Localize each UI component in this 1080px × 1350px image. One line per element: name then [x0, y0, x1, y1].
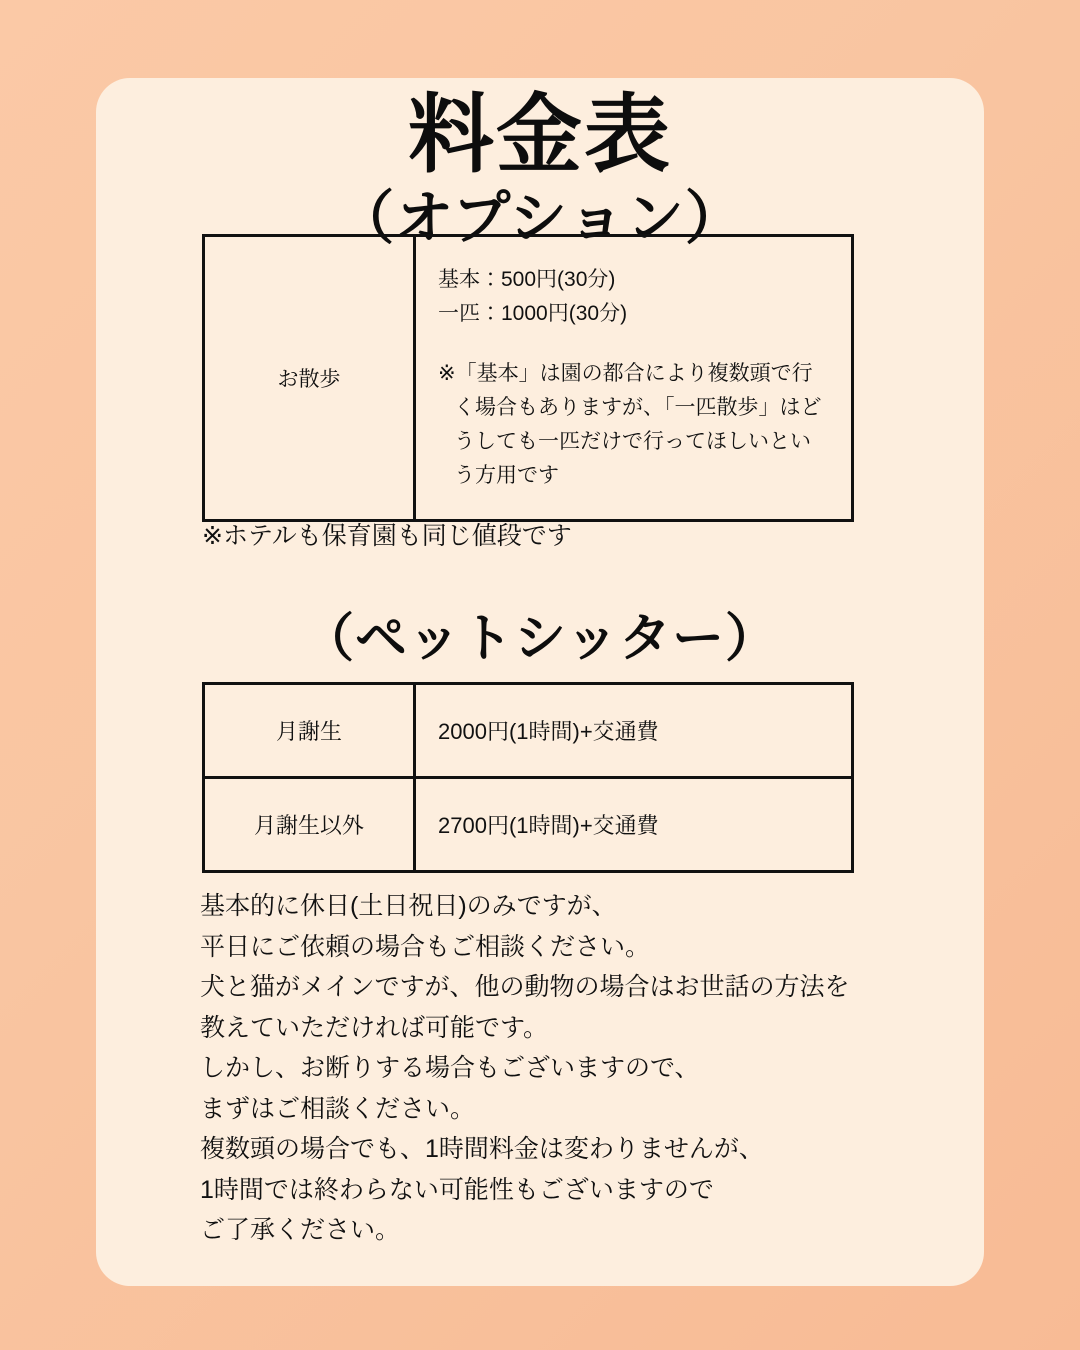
sitter-section-heading: （ペットシッター）: [302, 610, 778, 668]
table-row: [204, 778, 853, 872]
price-card: [96, 78, 984, 1286]
sitter-row-label-monthly: 月謝生: [204, 684, 415, 778]
footer-line-8: 1時間では終わらない可能性もございますので: [200, 1175, 714, 1204]
option-price-single: 一匹：1000円(30分): [438, 302, 628, 326]
footer-line-3: 犬と猫がメインですが、他の動物の場合はお世話の方法を: [200, 973, 850, 1001]
option-note-line-2: く場合もありますが、「一匹散歩」はど: [454, 396, 822, 420]
title-block: [96, 78, 984, 253]
table-row: [204, 684, 853, 778]
footer-line-6: まずはご相談ください。: [200, 1094, 476, 1123]
table-footnote: ※ホテルも保育園も同じ値段です: [202, 522, 572, 550]
sitter-price-table: [202, 682, 854, 873]
page-title: 料金表: [408, 87, 672, 183]
footer-line-4: 教えていただければ可能です。: [200, 1013, 549, 1042]
sitter-row-label-other: 月謝生以外: [204, 778, 415, 872]
option-price-table: [202, 234, 854, 522]
sitter-section-heading-wrap: [96, 596, 984, 671]
option-row-label: お散歩: [204, 236, 415, 521]
footer-line-5: しかし、お断りする場合もございますので、: [200, 1054, 700, 1082]
option-note-line-3: うしても一匹だけで行ってほしいとい: [454, 430, 811, 454]
footer-line-2: 平日にご依頼の場合もご相談ください。: [200, 932, 651, 961]
footer-note: [200, 886, 900, 1251]
footer-line-1: 基本的に休日(土日祝日)のみですが、: [200, 892, 617, 920]
option-price-basic: 基本：500円(30分): [438, 268, 616, 291]
page-subtitle: （オプション）: [336, 186, 744, 252]
option-note-line-4: う方用です: [454, 464, 559, 488]
footer-line-7: 複数頭の場合でも、1時間料金は変わりませんが、: [200, 1135, 764, 1163]
option-note: [438, 357, 829, 493]
sitter-row-value-other: 2700円(1時間)+交通費: [415, 778, 853, 872]
sitter-row-value-monthly: 2000円(1時間)+交通費: [415, 684, 853, 778]
option-row-body: [415, 236, 853, 521]
option-note-line-1: ※「基本」は園の都合により複数頭で行: [438, 362, 813, 386]
footer-line-9: ご了承ください。: [200, 1216, 401, 1244]
table-row: [204, 236, 853, 521]
